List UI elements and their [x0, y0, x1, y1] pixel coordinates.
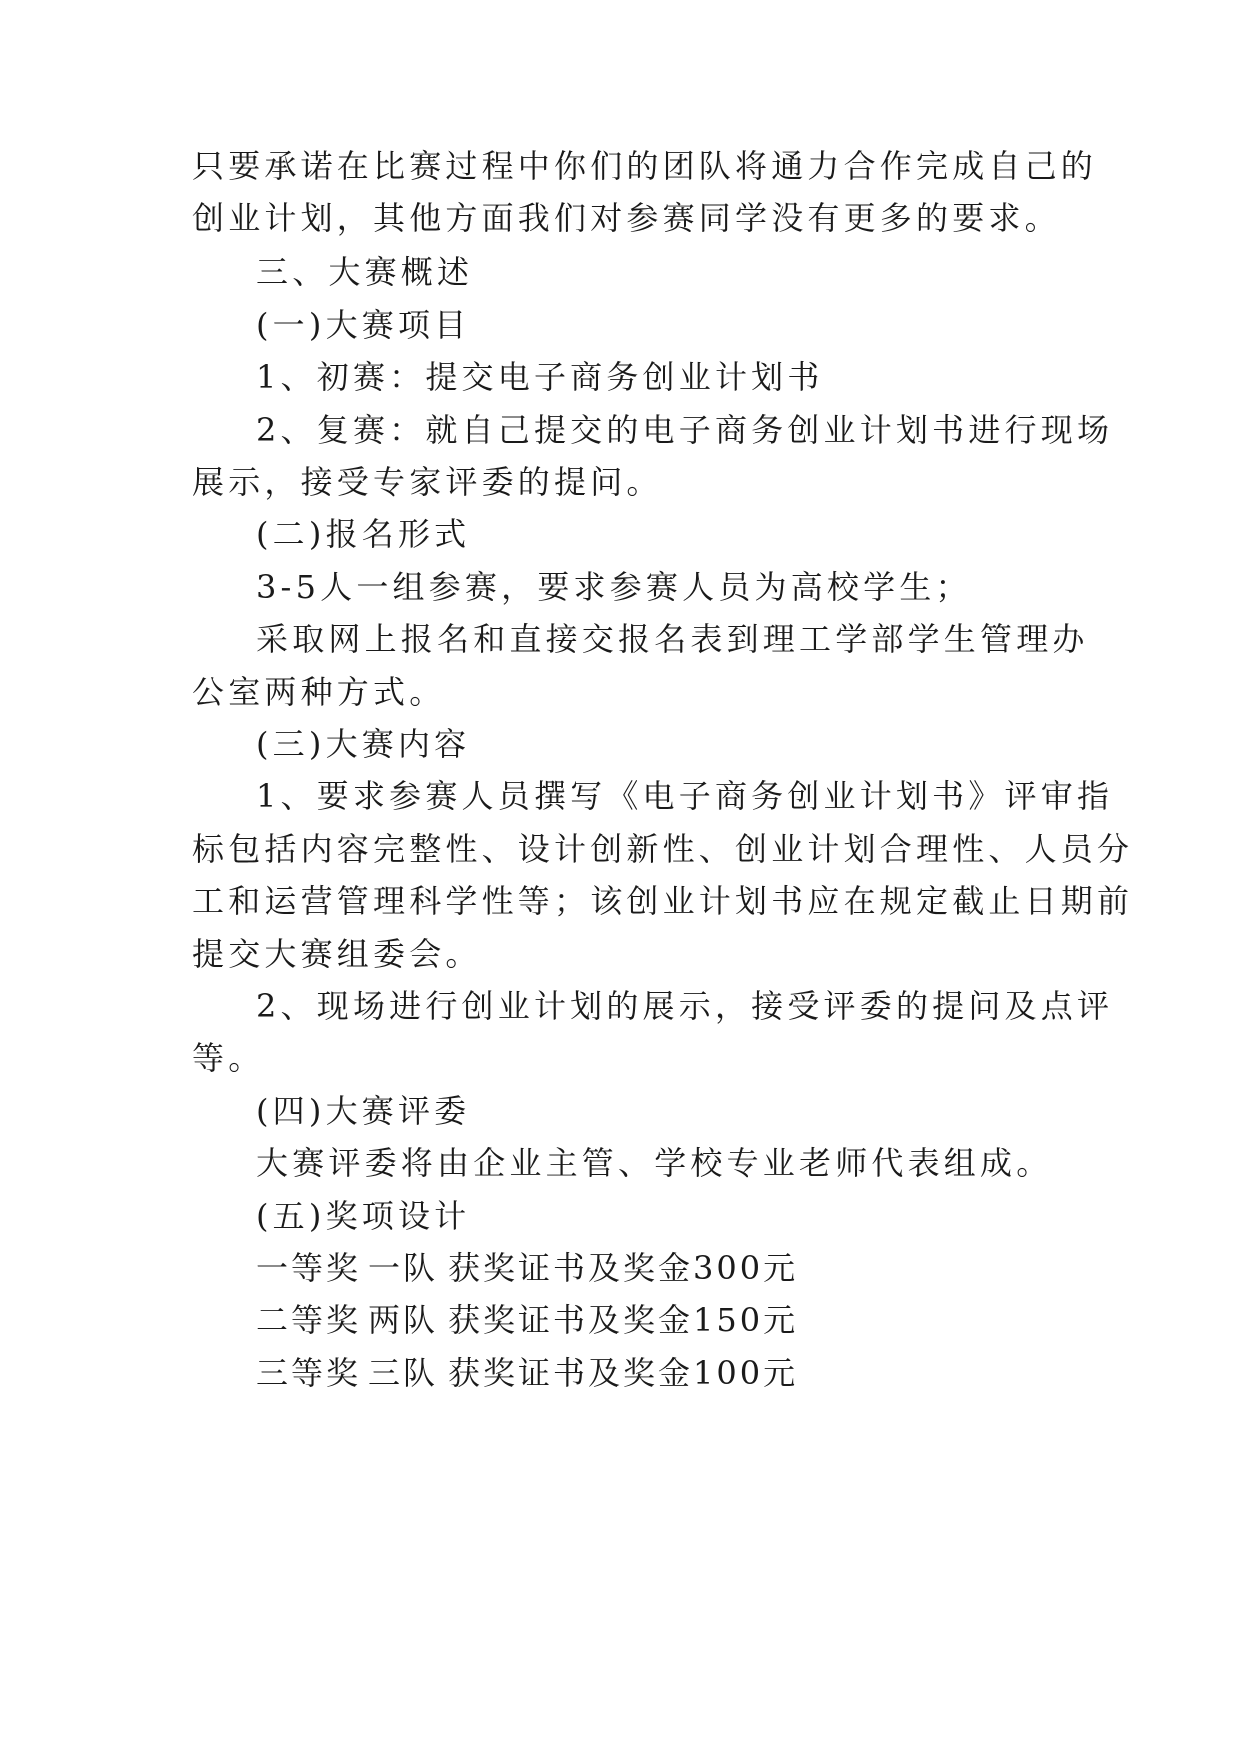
subsection-heading: (四)大赛评委	[256, 1092, 471, 1130]
subsection-heading: (二)报名形式	[256, 515, 471, 553]
award-rank: 二等奖	[256, 1301, 362, 1339]
award-teams: 一队	[368, 1249, 439, 1287]
paragraph-line: 公室两种方式。	[192, 673, 446, 711]
section-heading: 三、大赛概述	[256, 253, 474, 291]
paragraph-line: 3-5人一组参赛，要求参赛人员为高校学生；	[256, 568, 972, 606]
paragraph-line: 标包括内容完整性、设计创新性、创业计划合理性、人员分	[192, 830, 1134, 868]
award-prize: 获奖证书及奖金300元	[448, 1249, 799, 1287]
award-row	[256, 1300, 798, 1340]
award-rank: 一等奖	[256, 1249, 362, 1287]
award-prize: 获奖证书及奖金100元	[448, 1354, 799, 1392]
paragraph-line: 等。	[192, 1039, 265, 1077]
list-item: 2、现场进行创业计划的展示，接受评委的提问及点评	[256, 987, 1114, 1025]
paragraph-line: 大赛评委将由企业主管、学校专业老师代表组成。	[256, 1144, 1053, 1182]
award-teams: 两队	[368, 1301, 439, 1339]
award-rank: 三等奖	[256, 1354, 362, 1392]
award-row	[256, 1353, 798, 1393]
subsection-heading: (一)大赛项目	[256, 306, 471, 344]
paragraph-line: 只要承诺在比赛过程中你们的团队将通力合作完成自己的	[192, 147, 1098, 185]
subsection-heading: (三)大赛内容	[256, 725, 471, 763]
list-item: 1、要求参赛人员撰写《电子商务创业计划书》评审指	[256, 777, 1114, 815]
paragraph-line: 采取网上报名和直接交报名表到理工学部学生管理办	[256, 620, 1089, 658]
paragraph-line: 创业计划，其他方面我们对参赛同学没有更多的要求。	[192, 199, 1061, 237]
paragraph-line: 展示，接受专家评委的提问。	[192, 463, 663, 501]
award-row	[256, 1248, 798, 1288]
list-item: 1、初赛：提交电子商务创业计划书	[256, 358, 824, 396]
paragraph-line: 工和运营管理科学性等；该创业计划书应在规定截止日期前	[192, 882, 1134, 920]
award-teams: 三队	[368, 1354, 439, 1392]
paragraph-line: 提交大赛组委会。	[192, 935, 482, 973]
award-prize: 获奖证书及奖金150元	[448, 1301, 799, 1339]
subsection-heading: (五)奖项设计	[256, 1197, 471, 1235]
list-item: 2、复赛：就自己提交的电子商务创业计划书进行现场	[256, 411, 1114, 449]
